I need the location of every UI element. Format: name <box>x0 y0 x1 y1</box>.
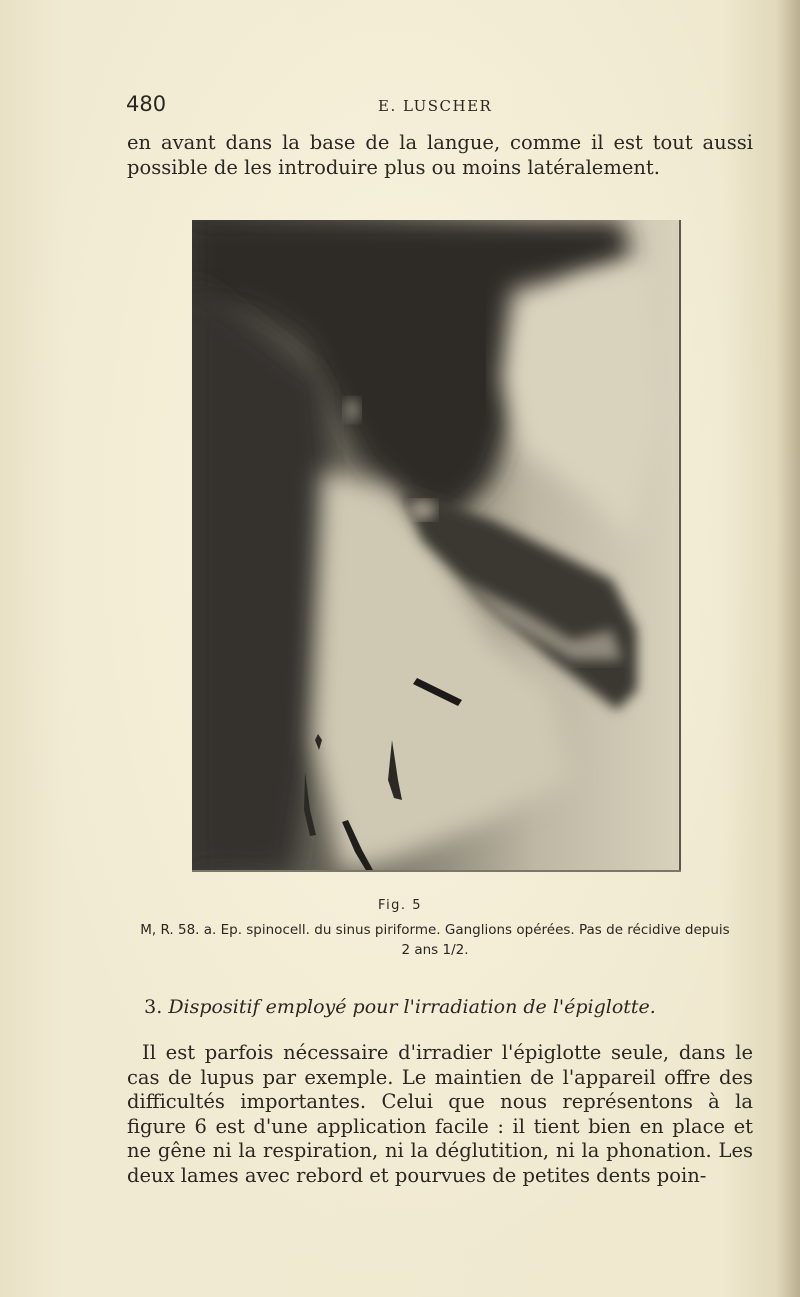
running-header <box>0 92 800 120</box>
running-author: E. LUSCHER <box>378 97 493 115</box>
intro-paragraph: en avant dans la base de la langue, comme il est tout aussi possible de les introduire plus ou moins latéralement. <box>127 131 753 179</box>
body-paragraph: Il est parfois nécessaire d'irradier l'épiglotte seule, dans le cas de lupus par exemple. Le maintien de l'appareil offre des difficultés importantes. Celui que nous représentons à la figure 6 est d'une application facile : il tient bien en place et ne gêne ni la respiration, ni la déglutition, ni la phonation. Les deux lames avec rebord et pourvues de petites dents poin- <box>127 1041 753 1187</box>
radiograph-figure <box>192 220 681 872</box>
section-heading <box>0 996 800 1018</box>
figure-label: Fig. 5 <box>378 898 422 913</box>
figure-caption: M, R. 58. a. Ep. spinocell. du sinus piriforme. Ganglions opérées. Pas de récidive depuis 2 ans 1/2. <box>140 922 730 958</box>
radiograph-image <box>192 220 681 872</box>
section-title: Dispositif employé pour l'irradiation de l'épiglotte. <box>168 996 656 1018</box>
section-number: 3. <box>144 996 163 1018</box>
page-number: 480 <box>126 92 167 116</box>
